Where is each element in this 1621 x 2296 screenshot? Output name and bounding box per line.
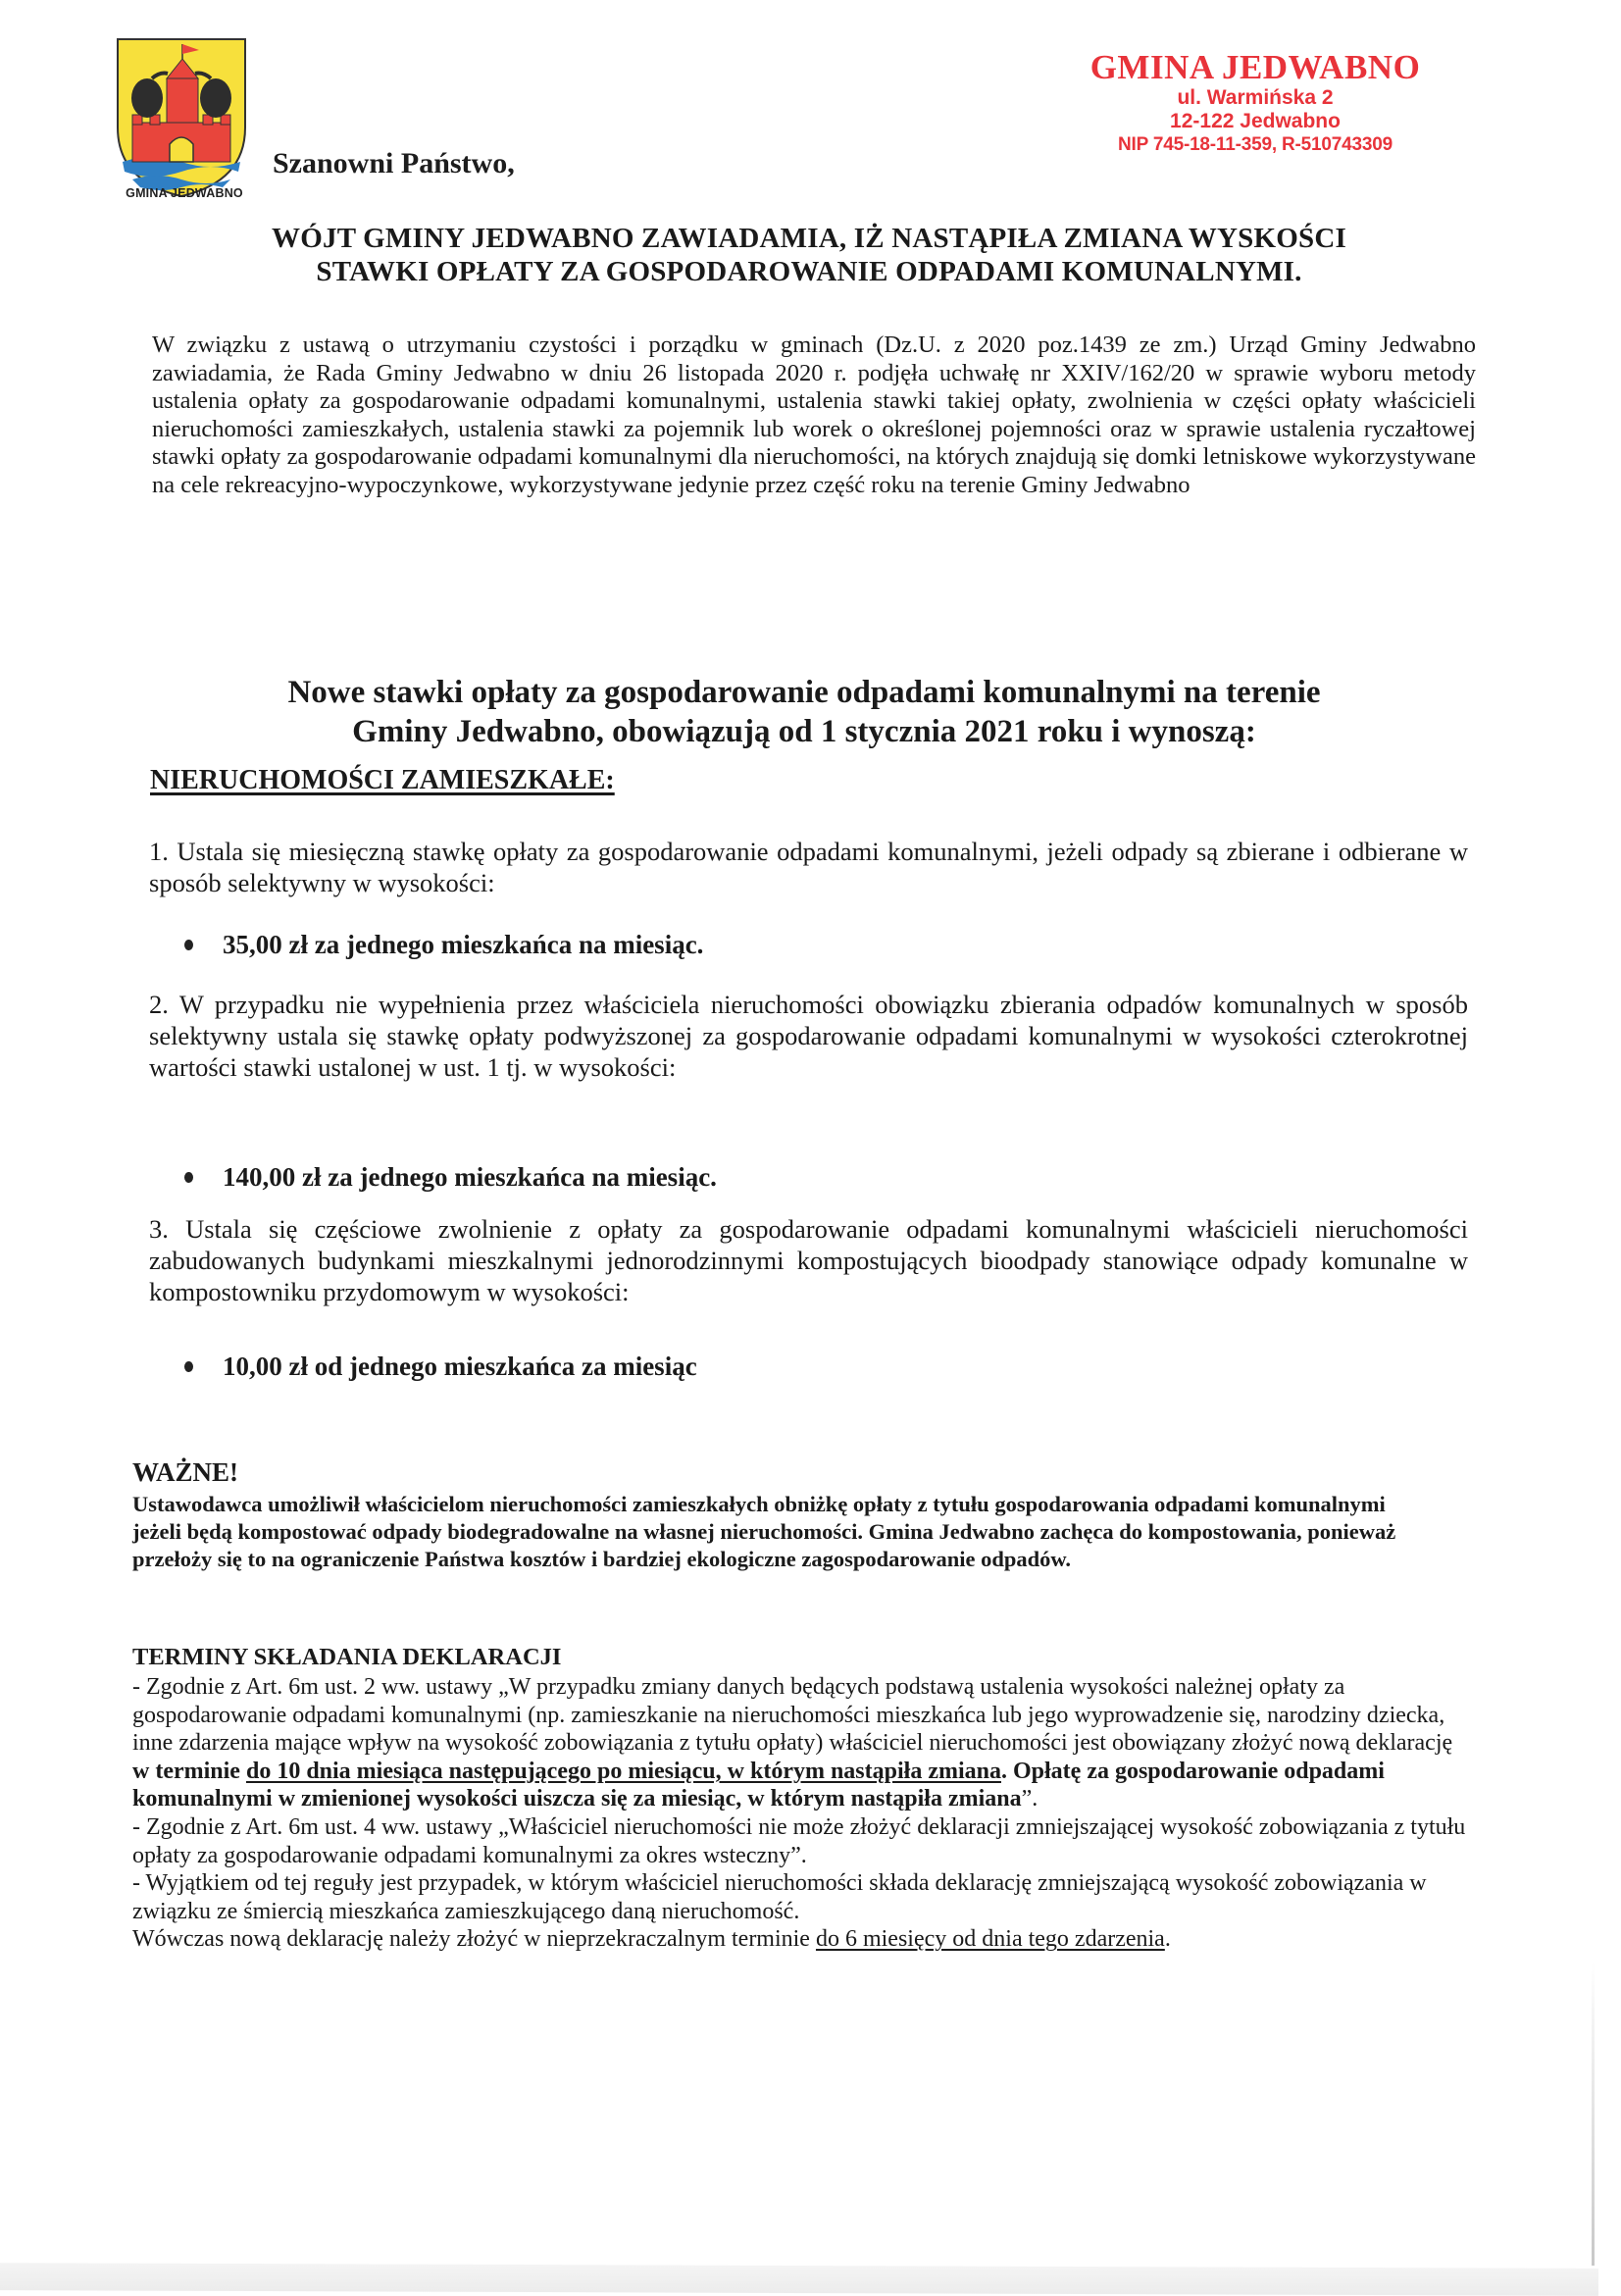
scan-edge-bottom [0, 2263, 1598, 2296]
terms-p4-end: . [1164, 1926, 1171, 1953]
important-heading: WAŻNE! [132, 1457, 239, 1487]
rate-value-1: 35,00 zł za jednego mieszkańca na miesiąc. [223, 930, 704, 959]
terms-p1-bold: w terminie [132, 1758, 246, 1784]
bullet-icon [184, 1172, 193, 1183]
terms-text [132, 1673, 1466, 1954]
terms-paragraph-3: - Wyjątkiem od tej reguły jest przypadek, w którym właściciel nieruchomości składa deklarację zmniejszającą wysokość zobowiązania w związku ze śmiercią mieszkańca zamieszkującego daną nieruchomość. [132, 1870, 1427, 1924]
terms-deadline-underlined: do 10 dnia miesiąca następującego po miesiącu, w którym nastąpiła zmiana [245, 1758, 1001, 1784]
rate-item-3: 3. Ustala się częściowe zwolnienie z opłaty za gospodarowanie odpadami komunalnymi właścicieli nieruchomości zabudowanych budynkami mieszkalnymi jednorodzinnymi kompostujących bioodpady stanowiące odpady komunalne w kompostowniku przydomowym w wysokości: [149, 1214, 1468, 1306]
section-heading: NIERUCHOMOŚCI ZAMIESZKAŁE: [150, 765, 615, 795]
scan-edge [1592, 1962, 1595, 2266]
terms-paragraph-2: - Zgodnie z Art. 6m ust. 4 ww. ustawy „Właściciel nieruchomości nie może złożyć deklaracji zmniejszającej wysokość zobowiązania z tytułu opłaty za gospodarowanie odpadami komunalnymi za okres wsteczny”. [132, 1813, 1466, 1868]
bullet-icon [184, 940, 193, 950]
rates-heading-line-1: Nowe stawki opłaty za gospodarowanie odpadami komunalnymi na terenie [287, 675, 1321, 710]
terms-paragraph-1 [132, 1673, 1466, 1813]
rate-value-3: 10,00 zł od jednego mieszkańca za miesiąc [223, 1352, 697, 1381]
title-line-1: WÓJT GMINY JEDWABNO ZAWIADAMIA, IŻ NASTĄPIŁA ZMIANA WYSKOŚCI [272, 223, 1346, 254]
terms-heading: TERMINY SKŁADANIA DEKLARACJI [132, 1644, 562, 1670]
rate-bullet-1 [184, 930, 703, 960]
document-title [157, 222, 1461, 288]
important-text: Ustawodawca umożliwił właścicielom nieruchomości zamieszkałych obniżkę opłaty z tytułu gospodarowania odpadami komunalnymi jeżeli będą kompostować odpady biodegradowalne na własnej nieruchomości. Gmina Jedwabno zachęca do kompostowania, ponieważ przełoży się to na ograniczenie Państwa kosztów i bardziej ekologiczne zagospodarowanie odpadów. [132, 1492, 1396, 1571]
rates-heading [167, 673, 1442, 751]
stamp-ids: NIP 745-18-11-359, R-510743309 [1118, 134, 1393, 155]
rate-item-1: 1. Ustala się miesięczną stawkę opłaty za gospodarowanie odpadami komunalnymi, jeżeli odpady są zbierane i odbierane w sposób selektywny w wysokości: [149, 837, 1468, 897]
stamp-city: 12-122 Jedwabno [1170, 110, 1341, 132]
terms-p1-bold-end: . Opłatę za gospodarowanie odpadami komunalnymi w zmienionej wysokości uiszcza się za miesiąc, w którym nastąpiła zmiana [132, 1758, 1385, 1812]
municipality-stamp [1059, 49, 1451, 157]
terms-p1-text: - Zgodnie z Art. 6m ust. 2 ww. ustawy „W przypadku zmiany danych będących podstawą ustalenia wysokości należnej opłaty za gospodarowanie odpadami komunalnymi (np. zamieszkanie na nieruchomości mieszkańca lub jego wyprowadzenie się, narodziny dziecka, inne zdarzenia mające wpływ na wysokość zobowiązania z tytułu opłaty) właściciel nieruchomości jest obowiązany złożyć nową deklarację [132, 1674, 1453, 1757]
coat-of-arms-icon [113, 34, 250, 201]
intro-paragraph: W związku z ustawą o utrzymaniu czystości i porządku w gminach (Dz.U. z 2020 poz.1439 ze zm.) Urząd Gminy Jedwabno zawiadamia, że Rada Gminy Jedwabno w dniu 26 listopada 2020 r. podjęła uchwałę nr XXIV/162/20 w sprawie wyboru metody ustalenia opłaty za gospodarowanie odpadami komunalnymi, ustalenia stawki takiej opłaty, zwolnienia w części opłaty właścicieli nieruchomości zamieszkałych, ustalenia stawki za pojemnik lub worek o określonej pojemności oraz w sprawie ustalenia ryczałtowej stawki opłaty za gospodarowanie odpadami komunalnymi dla nieruchomości, na których znajdują się domki letniskowe wykorzystywane na cele rekreacyjno-wypoczynkowe, wykorzystywane jedynie przez część roku na terenie Gminy Jedwabno [152, 332, 1476, 498]
greeting: Szanowni Państwo, [273, 147, 515, 179]
rate-bullet-2 [184, 1162, 717, 1193]
terms-p4-text: Wówczas nową deklarację należy złożyć w nieprzekraczalnym terminie [132, 1926, 816, 1953]
rates-heading-line-2: Gminy Jedwabno, obowiązują od 1 stycznia 2021 roku i wynoszą: [352, 714, 1256, 749]
bullet-icon [184, 1361, 193, 1372]
rate-item-2: 2. W przypadku nie wypełnienia przez właściciela nieruchomości obowiązku zbierania odpadów komunalnych w sposób selektywny ustala się stawkę opłaty podwyższonej za gospodarowanie odpadami komunalnymi w wysokości czterokrotnej wartości stawki ustalonej w ust. 1 tj. w wysokości: [149, 990, 1468, 1082]
crest-caption: GMINA JEDWABNO [126, 186, 243, 200]
stamp-name: GMINA JEDWABNO [1089, 48, 1421, 86]
stamp-street: ul. Warmińska 2 [1177, 86, 1334, 109]
terms-paragraph-4 [132, 1925, 1466, 1954]
title-line-2: STAWKI OPŁATY ZA GOSPODAROWANIE ODPADAMI KOMUNALNYMI. [316, 256, 1302, 287]
terms-p1-end: ”. [1021, 1786, 1038, 1812]
rate-bullet-3 [184, 1352, 697, 1382]
rate-value-2: 140,00 zł za jednego mieszkańca na miesiąc. [223, 1162, 717, 1192]
terms-p4-deadline: do 6 miesięcy od dnia tego zdarzenia [815, 1926, 1165, 1953]
